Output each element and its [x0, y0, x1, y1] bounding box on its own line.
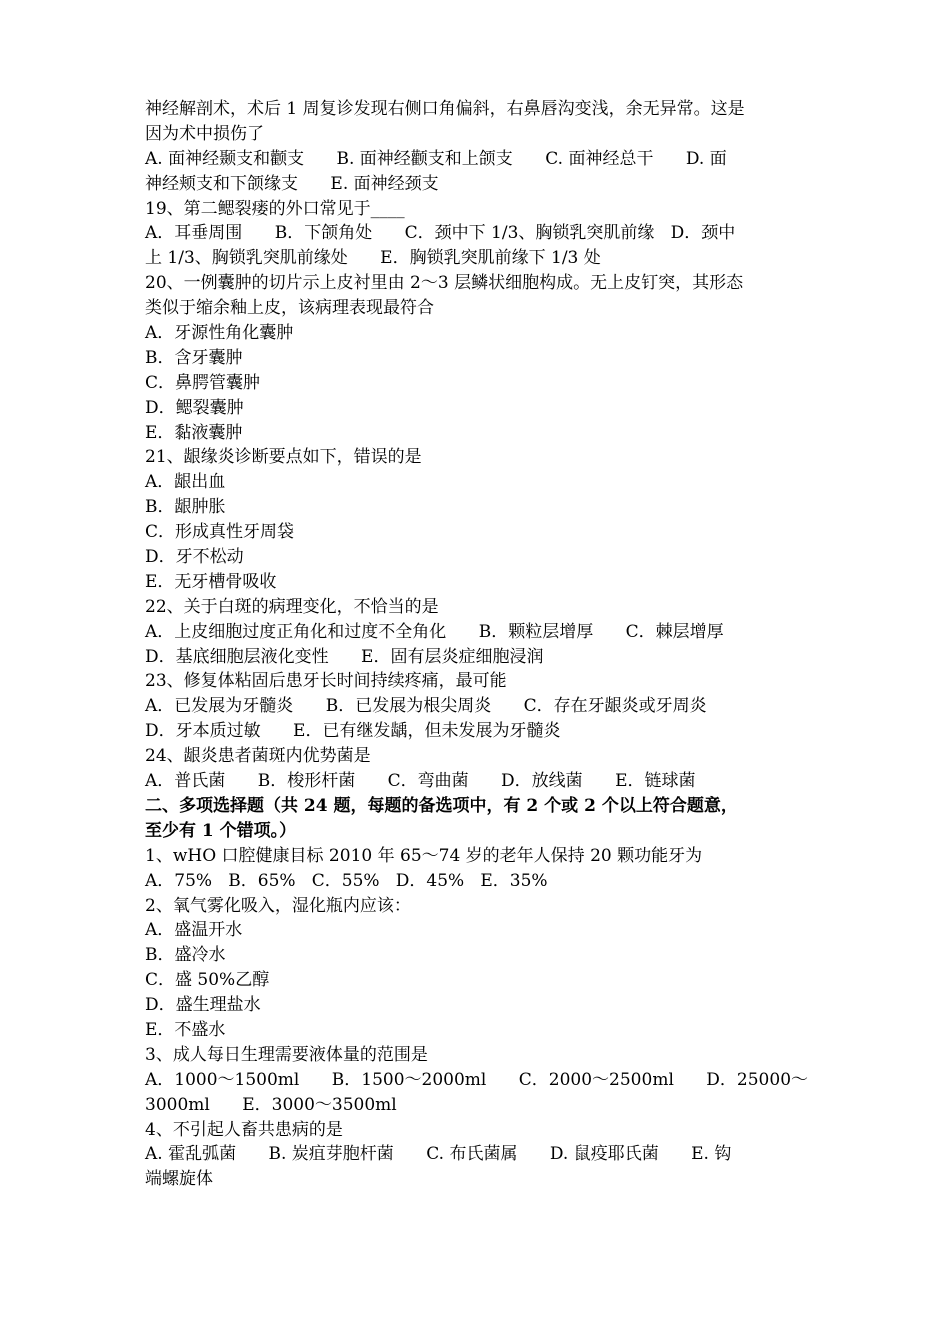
text-line: 因为术中损伤了 — [145, 123, 264, 144]
text-line: A．1000～1500ml B．1500～2000ml C．2000～2500ml D．25000～ — [145, 1069, 809, 1090]
text-line: D．牙本质过敏 E．已有继发龋，但未发展为牙髓炎 — [145, 721, 561, 742]
text-line: D．基底细胞层液化变性 E．固有层炎症细胞浸润 — [145, 646, 544, 667]
text-line: 2、氧气雾化吸入，湿化瓶内应该： — [145, 895, 411, 916]
text-line: A．75% B．65% C．55% D．45% E．35% — [145, 870, 548, 891]
text-line: 3、成人每日生理需要液体量的范围是 — [145, 1044, 428, 1065]
text-line: C．鼻腭管囊肿 — [145, 372, 261, 393]
text-line: 24、龈炎患者菌斑内优势菌是 — [145, 746, 371, 767]
section-heading-line: 二、多项选择题（共 24 题，每题的备选项中，有 2 个或 2 个以上符合题意， — [145, 795, 738, 816]
text-line: 1、wHO 口腔健康目标 2010 年 65～74 岁的老年人保持 20 颗功能牙为 — [145, 845, 703, 866]
text-line: B．龈肿胀 — [145, 497, 226, 518]
text-line: 20、一例囊肿的切片示上皮衬里由 2～3 层鳞状细胞构成。无上皮钉突，其形态 — [145, 273, 744, 294]
text-line: A．已发展为牙髓炎 B．已发展为根尖周炎 C．存在牙龈炎或牙周炎 — [145, 696, 707, 717]
text-line: A．耳垂周围 B．下颌角处 C．颈中下 1/3、胸锁乳突肌前缘 D．颈中 — [145, 223, 736, 244]
text-line: C．形成真性牙周袋 — [145, 522, 295, 543]
text-line: A. 面神经颞支和颧支 B. 面神经颧支和上颌支 C. 面神经总干 D. 面 — [145, 148, 727, 169]
text-line: 21、龈缘炎诊断要点如下，错误的是 — [145, 447, 422, 468]
text-line: B．含牙囊肿 — [145, 347, 243, 368]
text-line: A．上皮细胞过度正角化和过度不全角化 B．颗粒层增厚 C．棘层增厚 — [145, 621, 724, 642]
text-line: 19、第二鳃裂瘘的外口常见于____ — [145, 198, 405, 219]
section-heading-line: 至少有 1 个错项。） — [145, 820, 297, 841]
text-line: 3000ml E．3000～3500ml — [145, 1094, 397, 1115]
text-line: 端螺旋体 — [145, 1169, 213, 1190]
text-line: D．盛生理盐水 — [145, 995, 261, 1016]
text-line: D．鳃裂囊肿 — [145, 397, 244, 418]
document-page — [145, 97, 810, 1192]
text-line: 23、修复体粘固后患牙长时间持续疼痛，最可能 — [145, 671, 507, 692]
text-line: C．盛 50%乙醇 — [145, 970, 270, 991]
text-line: A．牙源性角化囊肿 — [145, 323, 294, 344]
text-line: B．盛冷水 — [145, 945, 226, 966]
text-line: 神经解剖术，术后 1 周复诊发现右侧口角偏斜，右鼻唇沟变浅，余无异常。这是 — [145, 99, 745, 119]
text-line: A．龈出血 — [145, 472, 226, 493]
text-line: 22、关于白斑的病理变化，不恰当的是 — [145, 596, 439, 617]
text-line: E．黏液囊肿 — [145, 422, 243, 443]
text-line: E．无牙槽骨吸收 — [145, 571, 277, 592]
text-line: A．盛温开水 — [145, 920, 243, 941]
text-line: 4、不引起人畜共患病的是 — [145, 1119, 343, 1140]
text-line: 上 1/3、胸锁乳突肌前缘处 E．胸锁乳突肌前缘下 1/3 处 — [145, 248, 601, 269]
text-line: 神经颊支和下颌缘支 E. 面神经颈支 — [145, 173, 439, 194]
text-line: A. 霍乱弧菌 B. 炭疽芽胞杆菌 C. 布氏菌属 D. 鼠疫耶氏菌 E. 钩 — [145, 1144, 732, 1165]
text-line: D．牙不松动 — [145, 547, 244, 568]
text-line: E．不盛水 — [145, 1019, 226, 1040]
text-line: A．普氏菌 B．梭形杆菌 C．弯曲菌 D．放线菌 E．链球菌 — [145, 771, 696, 792]
text-line: 类似于缩余釉上皮，该病理表现最符合 — [145, 298, 434, 319]
